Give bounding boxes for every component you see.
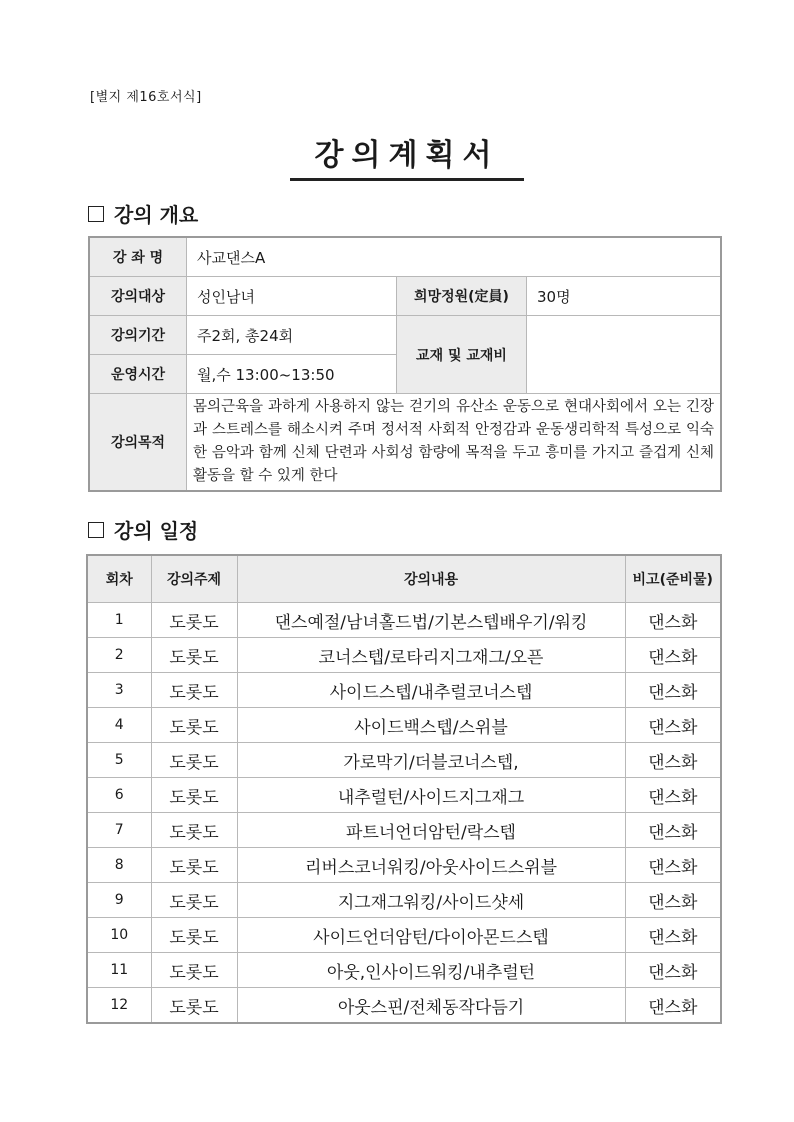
textbook-value	[527, 316, 722, 394]
course-label: 강 좌 명	[89, 237, 187, 277]
session-topic: 도롯도	[151, 918, 237, 953]
schedule-table	[86, 554, 722, 1024]
session-topic: 도롯도	[151, 603, 237, 638]
session-topic: 도롯도	[151, 708, 237, 743]
session-number: 12	[87, 988, 151, 1024]
session-note: 댄스화	[625, 953, 721, 988]
header-topic: 강의주제	[151, 555, 237, 603]
session-note: 댄스화	[625, 883, 721, 918]
session-number: 7	[87, 813, 151, 848]
overview-heading	[88, 199, 198, 228]
purpose-row	[89, 394, 721, 492]
header-note: 비고(준비물)	[625, 555, 721, 603]
table-row	[87, 743, 721, 778]
course-value: 사교댄스A	[187, 237, 722, 277]
target-label: 강의대상	[89, 277, 187, 316]
target-value: 성인남녀	[187, 277, 397, 316]
session-note: 댄스화	[625, 673, 721, 708]
table-row	[87, 638, 721, 673]
table-row	[87, 673, 721, 708]
schedule-heading	[88, 515, 198, 544]
table-row	[87, 778, 721, 813]
period-label: 강의기간	[89, 316, 187, 355]
session-number: 2	[87, 638, 151, 673]
time-label: 운영시간	[89, 355, 187, 394]
course-row	[89, 237, 721, 277]
target-row	[89, 277, 721, 316]
table-row	[87, 813, 721, 848]
form-number: [별지 제16호서식]	[90, 90, 202, 105]
session-number: 10	[87, 918, 151, 953]
session-content: 아웃,인사이드워킹/내추럴턴	[237, 953, 625, 988]
session-topic: 도롯도	[151, 813, 237, 848]
session-note: 댄스화	[625, 708, 721, 743]
session-content: 지그재그워킹/사이드샷세	[237, 883, 625, 918]
table-row	[87, 918, 721, 953]
session-content: 사이드스텝/내추럴코너스텝	[237, 673, 625, 708]
purpose-label: 강의목적	[89, 394, 187, 492]
time-value: 월,수 13:00~13:50	[187, 355, 397, 394]
session-content: 가로막기/더블코너스텝,	[237, 743, 625, 778]
capacity-label: 희망정원(定員)	[397, 277, 527, 316]
session-topic: 도롯도	[151, 743, 237, 778]
session-number: 4	[87, 708, 151, 743]
session-note: 댄스화	[625, 638, 721, 673]
schedule-heading-text: 강의 일정	[114, 519, 199, 543]
table-row	[87, 953, 721, 988]
session-content: 코너스텝/로타리지그재그/오픈	[237, 638, 625, 673]
table-row	[87, 603, 721, 638]
session-number: 9	[87, 883, 151, 918]
session-topic: 도롯도	[151, 673, 237, 708]
textbook-label: 교재 및 교재비	[397, 316, 527, 394]
session-content: 사이드언더암턴/다이아몬드스텝	[237, 918, 625, 953]
session-note: 댄스화	[625, 918, 721, 953]
purpose-value: 몸의근육을 과하게 사용하지 않는 걷기의 유산소 운동으로 현대사회에서 오는 긴장과 스트레스를 해소시켜 주며 정서적 사회적 안정감과 운동생리학적 특성으로 익숙한 음악과 함께 신체 단련과 사회성 함량에 목적을 두고 흥미를 가지고 즐겁게 신체 활동을 할 수 있게 한다	[187, 394, 722, 492]
session-topic: 도롯도	[151, 953, 237, 988]
capacity-value: 30명	[527, 277, 722, 316]
session-number: 5	[87, 743, 151, 778]
session-number: 1	[87, 603, 151, 638]
checkbox-icon	[88, 522, 104, 538]
session-content: 리버스코너워킹/아웃사이드스위블	[237, 848, 625, 883]
session-topic: 도롯도	[151, 988, 237, 1024]
session-number: 8	[87, 848, 151, 883]
period-value: 주2회, 총24회	[187, 316, 397, 355]
session-note: 댄스화	[625, 603, 721, 638]
session-note: 댄스화	[625, 813, 721, 848]
session-number: 11	[87, 953, 151, 988]
session-number: 3	[87, 673, 151, 708]
session-topic: 도롯도	[151, 778, 237, 813]
header-content: 강의내용	[237, 555, 625, 603]
session-content: 아웃스핀/전체동작다듬기	[237, 988, 625, 1024]
checkbox-icon	[88, 206, 104, 222]
page-title: 강의계획서	[290, 130, 524, 181]
session-topic: 도롯도	[151, 848, 237, 883]
table-row	[87, 988, 721, 1024]
table-row	[87, 883, 721, 918]
session-content: 댄스예절/남녀홀드법/기본스텝배우기/워킹	[237, 603, 625, 638]
overview-heading-text: 강의 개요	[114, 203, 199, 227]
session-note: 댄스화	[625, 743, 721, 778]
session-content: 파트너언더암턴/락스텝	[237, 813, 625, 848]
session-topic: 도롯도	[151, 883, 237, 918]
session-note: 댄스화	[625, 988, 721, 1024]
period-row	[89, 316, 721, 355]
session-content: 내추럴턴/사이드지그재그	[237, 778, 625, 813]
header-session: 회차	[87, 555, 151, 603]
session-note: 댄스화	[625, 848, 721, 883]
schedule-header-row	[87, 555, 721, 603]
table-row	[87, 848, 721, 883]
overview-table	[88, 236, 722, 492]
session-topic: 도롯도	[151, 638, 237, 673]
table-row	[87, 708, 721, 743]
session-number: 6	[87, 778, 151, 813]
session-content: 사이드백스텝/스위블	[237, 708, 625, 743]
session-note: 댄스화	[625, 778, 721, 813]
